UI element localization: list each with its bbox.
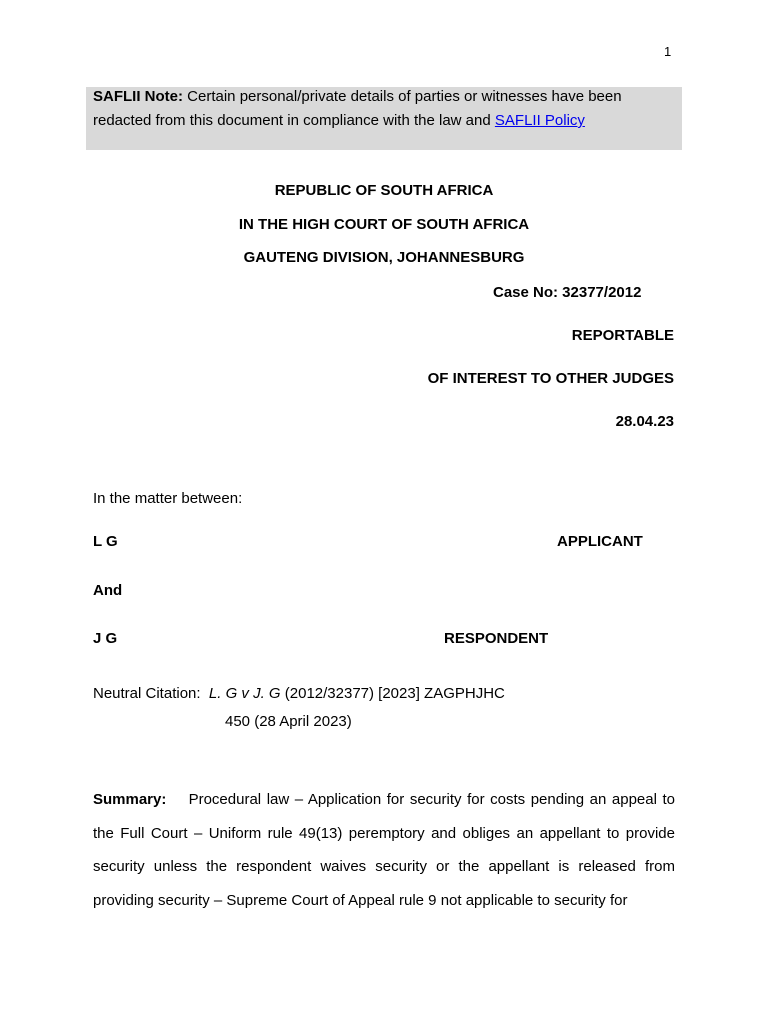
neutral-citation-line-1 xyxy=(93,685,505,702)
header-division: GAUTENG DIVISION, JOHANNESBURG xyxy=(243,249,525,266)
summary-text: Procedural law – Application for security for costs pending an appeal to the Full Court – Uniform rule 49(13) peremptory and obliges an appellant to provide security unless the respondent waives security or the appellant is released from providing security – Supreme Court of Appeal rule 9 not applicable to security for xyxy=(93,791,675,909)
of-interest-label: OF INTEREST TO OTHER JUDGES xyxy=(427,370,674,387)
neutral-citation-line-2: 450 (28 April 2023) xyxy=(225,713,352,730)
note-line-2 xyxy=(93,112,585,129)
note-line-1 xyxy=(93,88,622,105)
note-text-1: Certain personal/private details of parties or witnesses have been xyxy=(187,88,622,105)
judgment-date: 28.04.23 xyxy=(615,413,674,430)
note-label: SAFLII Note: xyxy=(93,88,183,105)
summary-label: Summary: xyxy=(93,791,167,808)
applicant-name: L G xyxy=(93,533,118,550)
applicant-role: APPLICANT xyxy=(557,533,643,550)
respondent-role: RESPONDENT xyxy=(444,630,549,647)
note-text-2: redacted from this document in compliance with the law and xyxy=(93,112,491,129)
summary-paragraph xyxy=(93,783,675,917)
page-number: 1 xyxy=(664,44,672,59)
saflii-note-box xyxy=(86,87,682,150)
matter-between: In the matter between: xyxy=(93,490,243,507)
saflii-policy-link[interactable]: SAFLII Policy xyxy=(494,112,585,129)
header-republic: REPUBLIC OF SOUTH AFRICA xyxy=(274,182,494,199)
citation-label: Neutral Citation: xyxy=(93,685,201,702)
and-label: And xyxy=(93,582,123,599)
citation-reference: (2012/32377) [2023] ZAGPHJHC xyxy=(284,685,505,702)
citation-case-name: L. G v J. G xyxy=(208,685,281,702)
case-number: Case No: 32377/2012 xyxy=(493,284,642,301)
respondent-name: J G xyxy=(93,630,118,647)
header-high-court: IN THE HIGH COURT OF SOUTH AFRICA xyxy=(238,216,530,233)
reportable-label: REPORTABLE xyxy=(571,327,674,344)
